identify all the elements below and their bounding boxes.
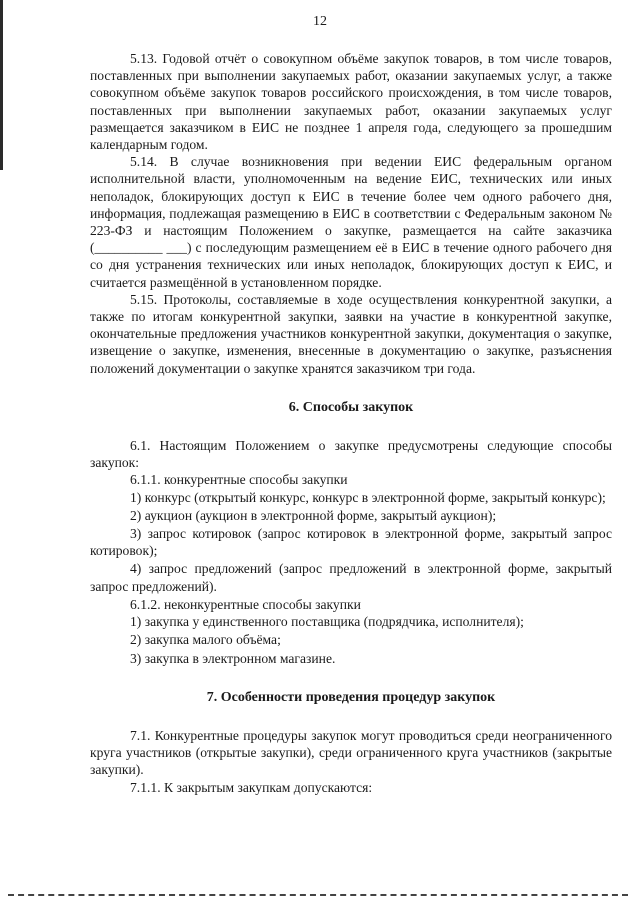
list-item: 2) закупка малого объёма; — [130, 632, 281, 648]
paragraph-5-13: 5.13. Годовой отчёт о совокупном объёме закупок товаров, в том числе товаров, поставленных при выполнении закупаемых работ, оказании закупаемых услуг, а также совокупном объёме закупок товаров российского происхождения, в том числе товаров, поставленных при выполнении закупаемых работ, оказании закупаемых услуг размещается заказчиком в ЕИС не позднее 1 апреля года, следующего за прошедшим календарным годом. — [90, 51, 612, 153]
paragraph-6-1-2: 6.1.2. неконкурентные способы закупки — [130, 596, 361, 612]
list-item: 3) запрос котировок (запрос котировок в электронной форме, закрытый запрос котировок); — [90, 526, 612, 559]
list-item: 1) конкурс (открытый конкурс, конкурс в электронной форме, закрытый конкурс); — [130, 489, 606, 505]
list-item: 2) аукцион (аукцион в электронной форме, закрытый аукцион); — [130, 507, 497, 523]
paragraph-7-1: 7.1. Конкурентные процедуры закупок могут проводиться среди неограниченного круга участников (открытые закупки), среди ограниченного круга участников (закрытые закупки). — [90, 727, 612, 778]
document-body — [90, 50, 612, 796]
section-6-heading: 6. Способы закупок — [288, 399, 414, 415]
page-number: 12 — [313, 14, 327, 29]
page-bottom-rule — [8, 894, 628, 896]
list-item: 4) запрос предложений (запрос предложений в электронной форме, закрытый запрос предложений). — [90, 561, 612, 594]
paragraph-6-1: 6.1. Настоящим Положением о закупке предусмотрены следующие способы закупок: — [90, 438, 612, 471]
paragraph-5-15: 5.15. Протоколы, составляемые в ходе осуществления конкурентной закупки, а также по итогам конкурентной закупки, заявки на участие в конкурентной закупке, окончательные предложения участников конкурентной закупки, документация о закупке, извещение о закупке, изменения, внесенные в документацию о закупке, разъяснения положений документации о закупке хранятся заказчиком три года. — [90, 291, 612, 376]
section-7-heading: 7. Особенности проведения процедур закупок — [206, 689, 496, 705]
paragraph-6-1-1: 6.1.1. конкурентные способы закупки — [130, 472, 348, 488]
paragraph-5-14: 5.14. В случае возникновения при ведении ЕИС федеральным органом исполнительной власти, уполномоченным на ведение ЕИС, технических или иных неполадок, блокирующих доступ к ЕИС в течение более чем одного рабочего дня, информация, подлежащая размещению в ЕИС в соответствии с Федеральным законом № 223-ФЗ и настоящим Положением о закупке, размещается на сайте заказчика (__________ ___) с последующим размещением её в ЕИС в течение одного рабочего дня со дня устранения технических или иных неполадок, блокирующих доступ к ЕИС, и считается размещённой в установленном порядке. — [90, 154, 612, 290]
list-item: 3) закупка в электронном магазине. — [130, 650, 336, 666]
paragraph-7-1-1: 7.1.1. К закрытым закупкам допускаются: — [130, 779, 373, 795]
list-item: 1) закупка у единственного поставщика (подрядчика, исполнителя); — [130, 614, 524, 630]
